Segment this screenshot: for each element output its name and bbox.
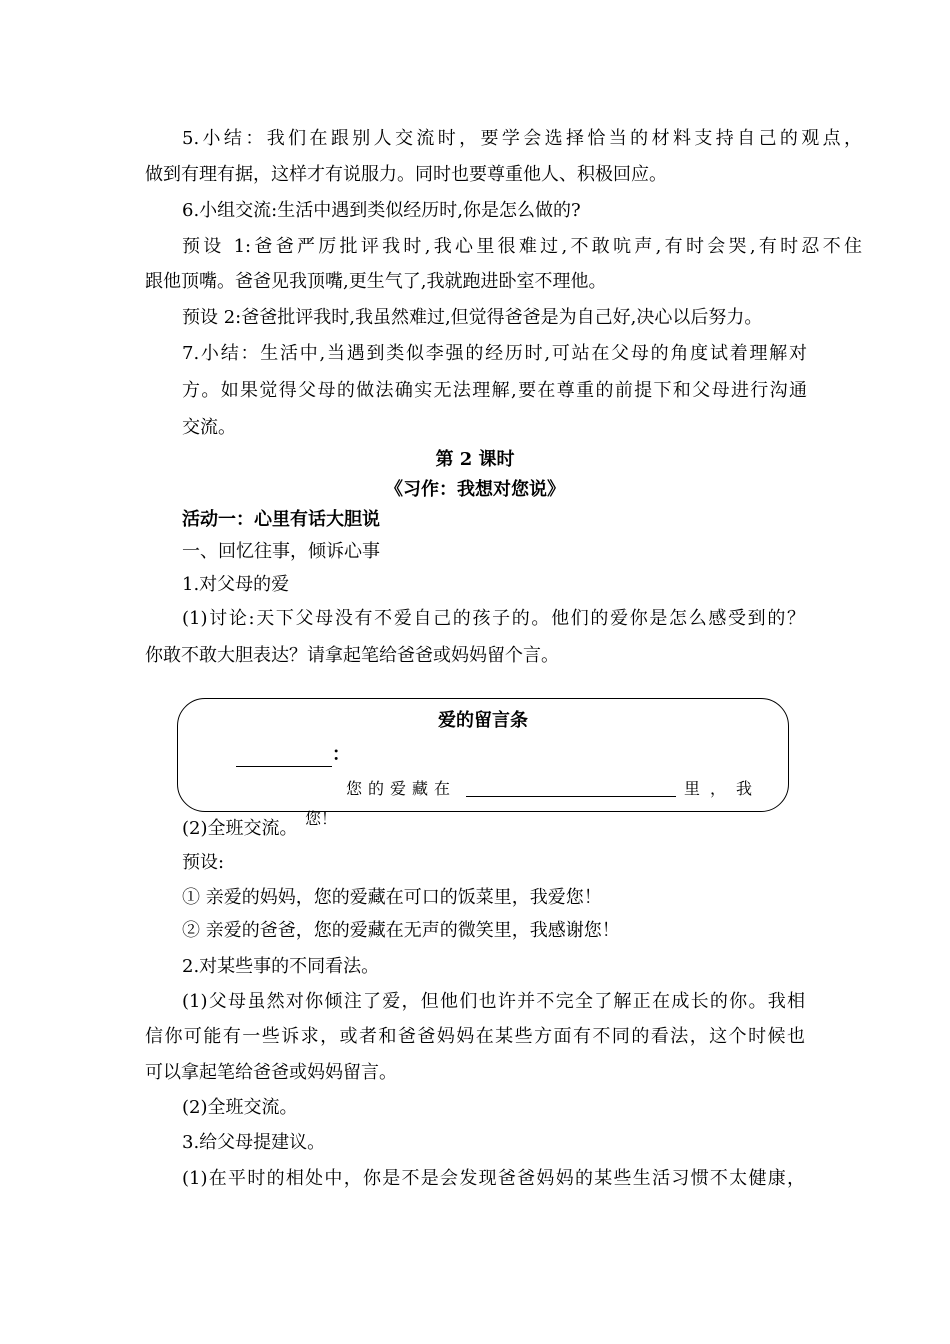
- message-line-suffix: 里，我: [684, 779, 763, 798]
- lesson-subtitle: 《习作：我想对您说》: [385, 479, 565, 500]
- item-2-1-line-2: 信你可能有一些诉求，或者和爸爸妈妈在某些方面有不同的看法，这个时候也: [145, 1026, 805, 1047]
- section-1-heading: 一、回忆往事，倾诉心事: [182, 541, 380, 562]
- item-1-heading: 1.对父母的爱: [182, 574, 290, 595]
- item-2-1-line-1: (1)父母虽然对你倾注了爱，但他们也许并不完全了解正在成长的你。我相: [182, 991, 805, 1012]
- item-3-heading: 3.给父母提建议。: [182, 1132, 326, 1153]
- recipient-colon: ：: [332, 744, 350, 765]
- summary-5-line-2: 做到有理有据，这样才有说服力。同时也要尊重他人、积极回应。: [145, 164, 667, 185]
- lesson-title: 第 2 课时: [435, 449, 515, 470]
- message-fill-blank: [466, 780, 676, 797]
- summary-5-line-1: 5.小结：我们在跟别人交流时，要学会选择恰当的材料支持自己的观点，: [182, 128, 862, 149]
- item-2-2: (2)全班交流。: [182, 1097, 298, 1118]
- preset-dad: ② 亲爱的爸爸，您的爱藏在无声的微笑里，我感谢您！: [182, 920, 620, 941]
- recipient-blank: [236, 746, 332, 767]
- item-1-1-line-1: (1)讨论:天下父母没有不爱自己的孩子的。他们的爱你是怎么感受到的？: [182, 608, 805, 629]
- group-discussion-6: 6.小组交流:生活中遇到类似经历时,你是怎么做的?: [182, 200, 581, 221]
- item-2-heading: 2.对某些事的不同看法。: [182, 956, 380, 977]
- message-box-title: 爱的留言条: [438, 710, 528, 731]
- message-line-prefix: 您的爱藏在: [346, 779, 457, 798]
- summary-7-line-3: 交流。: [182, 417, 236, 438]
- preset-label: 预设:: [182, 852, 225, 873]
- preset-2: 预设 2:爸爸批评我时,我虽然难过,但觉得爸爸是为自己好,决心以后努力。: [182, 307, 763, 328]
- item-1-2: (2)全班交流。: [182, 818, 298, 839]
- summary-7-line-2: 方。如果觉得父母的做法确实无法理解,要在尊重的前提下和父母进行沟通: [182, 380, 807, 401]
- item-3-1-line-1: (1)在平时的相处中，你是不是会发现爸爸妈妈的某些生活习惯不太健康，: [182, 1168, 805, 1189]
- item-2-1-line-3: 可以拿起笔给爸爸或妈妈留言。: [145, 1062, 397, 1083]
- message-line-end: 您！: [305, 809, 338, 828]
- summary-7-line-1: 7.小结：生活中,当遇到类似李强的经历时,可站在父母的角度试着理解对: [182, 343, 807, 364]
- preset-mom: ① 亲爱的妈妈，您的爱藏在可口的饭菜里，我爱您！: [182, 887, 602, 908]
- preset-1-line-1: 预设 1:爸爸严厉批评我时,我心里很难过,不敢吭声,有时会哭,有时忍不住: [182, 236, 862, 257]
- activity-1-heading: 活动一：心里有话大胆说: [182, 509, 380, 530]
- preset-1-line-2: 跟他顶嘴。爸爸见我顶嘴,更生气了,我就跑进卧室不理他。: [145, 271, 607, 292]
- item-1-1-line-2: 你敢不敢大胆表达？请拿起笔给爸爸或妈妈留个言。: [145, 645, 559, 666]
